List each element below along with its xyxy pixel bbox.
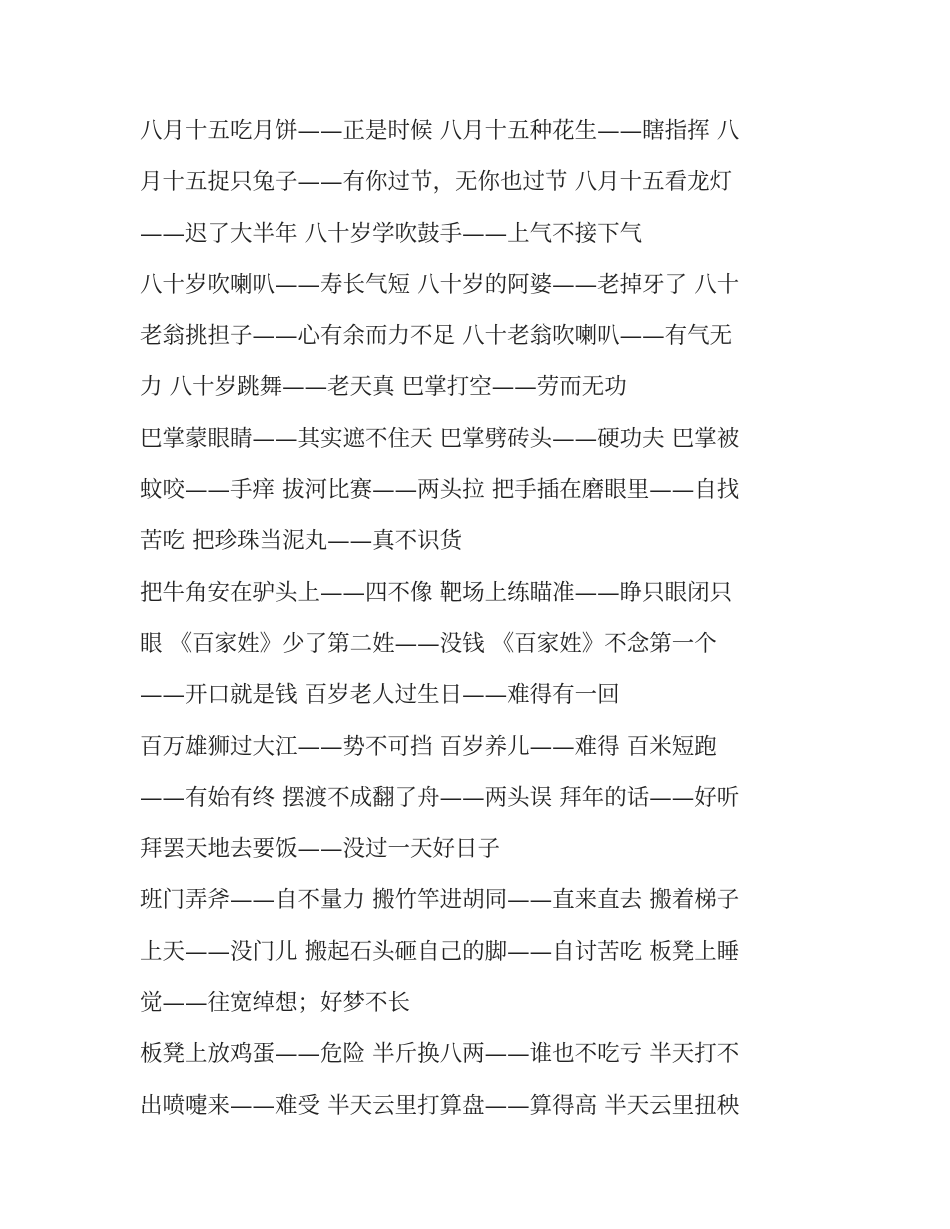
text-line: 出喷嚏来——难受 半天云里打算盘——算得高 半天云里扭秧 (140, 1092, 740, 1119)
text-line: 巴掌蒙眼睛——其实遮不住天 巴掌劈砖头——硬功夫 巴掌被 (140, 425, 740, 452)
text-line: 八十岁吹喇叭——寿长气短 八十岁的阿婆——老掉牙了 八十 (140, 271, 740, 298)
text-line: 老翁挑担子——心有余而力不足 八十老翁吹喇叭——有气无 (140, 323, 733, 350)
text-line: 月十五捉只兔子——有你过节，无你也过节 八月十五看龙灯 (140, 169, 733, 196)
text-line: ——迟了大半年 八十岁学吹鼓手——上气不接下气 (140, 220, 643, 247)
text-line: ——有始有终 摆渡不成翻了舟——两头误 拜年的话——好听 (140, 784, 740, 811)
text-line: ——开口就是钱 百岁老人过生日——难得有一回 (140, 682, 620, 709)
text-line: 上天——没门儿 搬起石头砸自己的脚——自讨苦吃 板凳上睡 (140, 938, 740, 965)
text-line: 眼 《百家姓》少了第二姓——没钱 《百家姓》不念第一个 (140, 630, 717, 657)
text-line: 板凳上放鸡蛋——危险 半斤换八两——谁也不吃亏 半天打不 (140, 1041, 740, 1068)
text-line: 八月十五吃月饼——正是时候 八月十五种花生——瞎指挥 八 (140, 118, 740, 144)
document-body-text (140, 106, 820, 1132)
text-line: 力 八十岁跳舞——老天真 巴掌打空——劳而无功 (140, 374, 627, 401)
text-line: 百万雄狮过大江——势不可挡 百岁养儿——难得 百米短跑 (140, 733, 717, 760)
text-line: 拜罢天地去要饭——没过一天好日子 (140, 836, 501, 863)
text-line: 苦吃 把珍珠当泥丸——真不识货 (140, 528, 463, 555)
text-line: 觉——往宽绰想；好梦不长 (140, 990, 411, 1017)
text-line: 把牛角安在驴头上——四不像 靶场上练瞄准——睁只眼闭只 (140, 579, 733, 606)
text-line: 蚊咬——手痒 拔河比赛——两头拉 把手插在磨眼里——自找 (140, 477, 740, 504)
text-line: 班门弄斧——自不量力 搬竹竿进胡同——直来直去 搬着梯子 (140, 887, 740, 914)
